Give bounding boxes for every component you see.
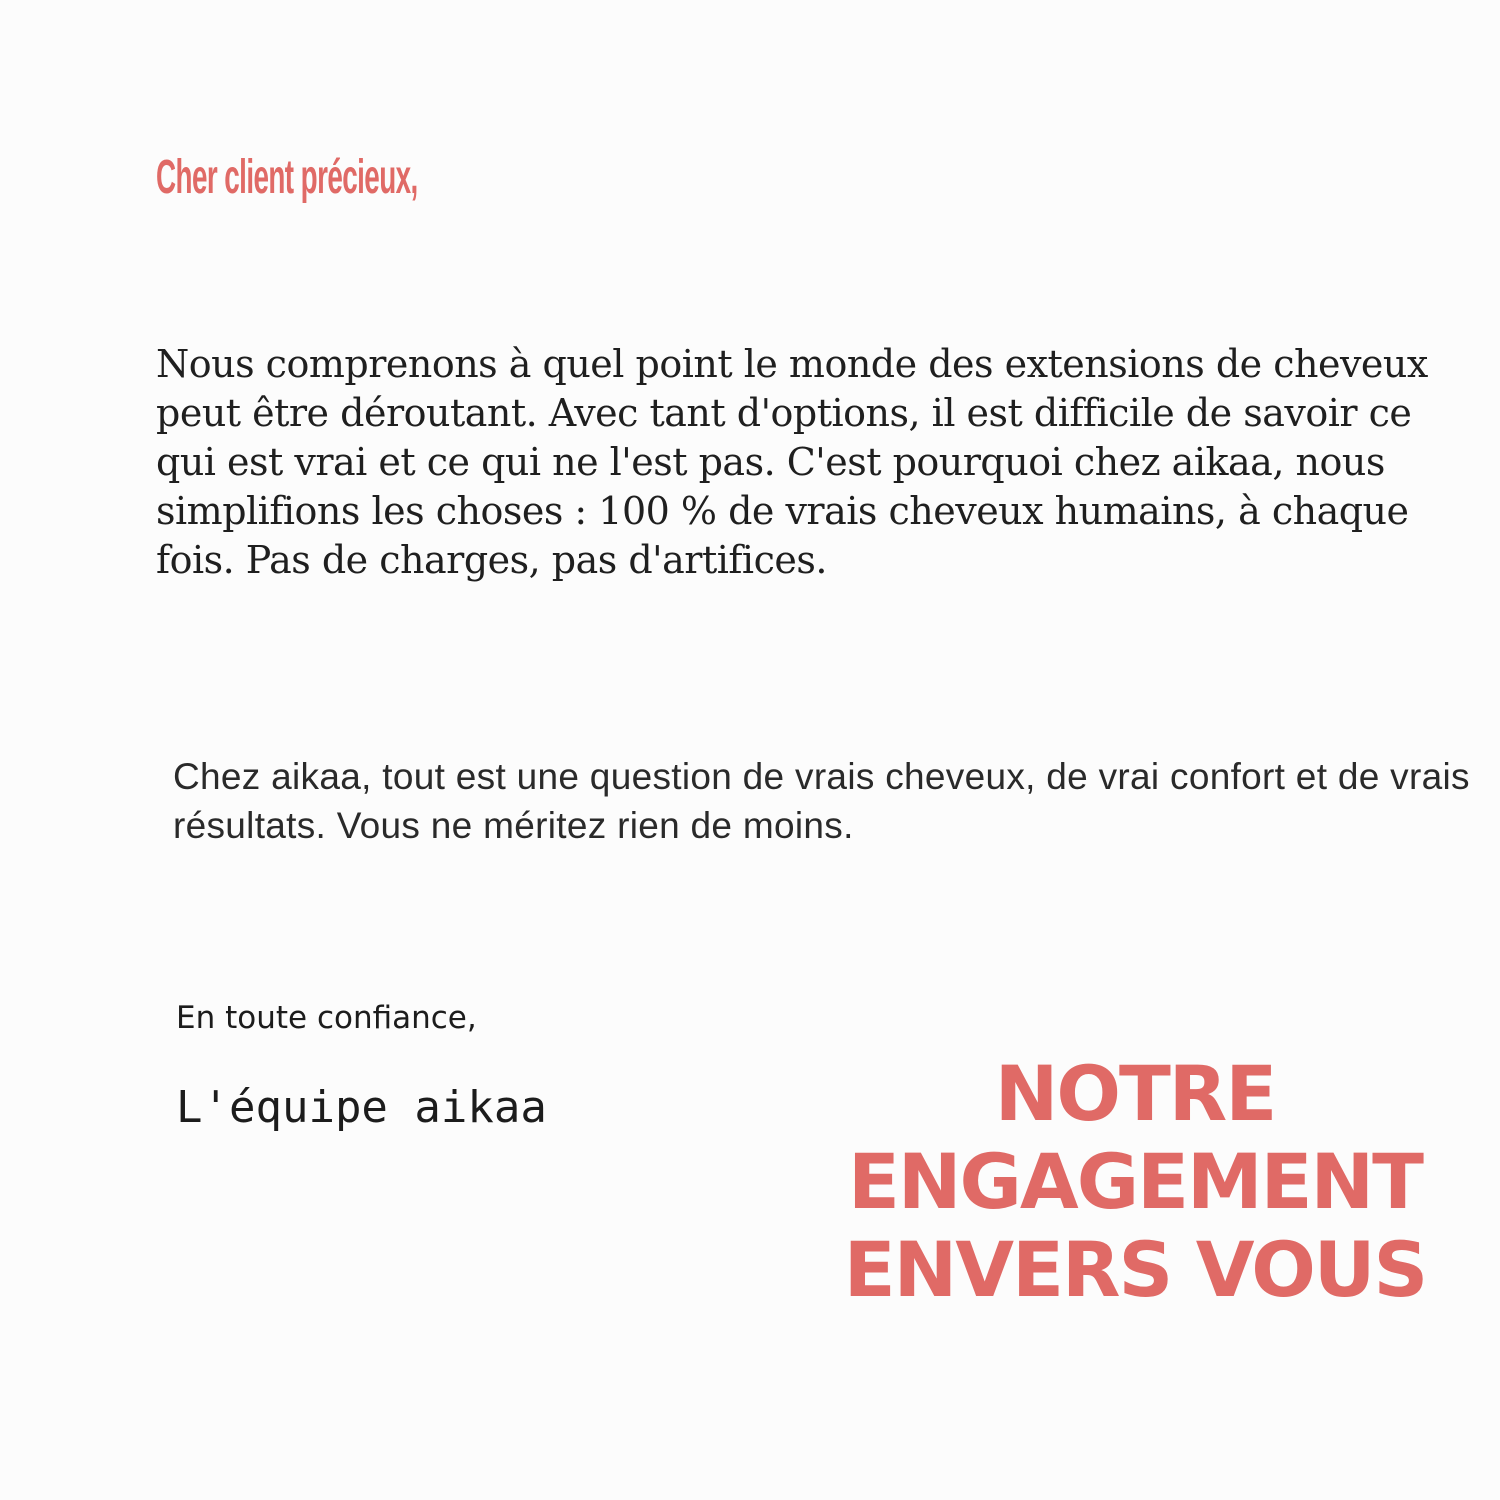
headline-line-3: ENVERS VOUS (843, 1225, 1427, 1314)
promise-paragraph: Chez aikaa, tout est une question de vrais cheveux, de vrai confort et de vrais résultats. Vous ne méritez rien de moins. (173, 756, 1470, 846)
intro-paragraph: Nous comprenons à quel point le monde des extensions de cheveux peut être déroutant. Avec tant d'options, il est difficile de savoir ce qui est vrai et ce qui ne l'est pas. C'est pourquoi chez aikaa, nous simplifions les choses : 100 % de vrais cheveux humains, à chaque fois. Pas de charges, pas d'artifices. (156, 342, 1428, 582)
headline-line-1: NOTRE (994, 1049, 1276, 1138)
signature: L'équipe aikaa (176, 1082, 547, 1133)
greeting: Cher client précieux, (156, 151, 418, 204)
headline-line-2: ENGAGEMENT (847, 1137, 1422, 1226)
closing-line: En toute confiance, (176, 1000, 477, 1036)
headline (790, 1050, 1480, 1314)
